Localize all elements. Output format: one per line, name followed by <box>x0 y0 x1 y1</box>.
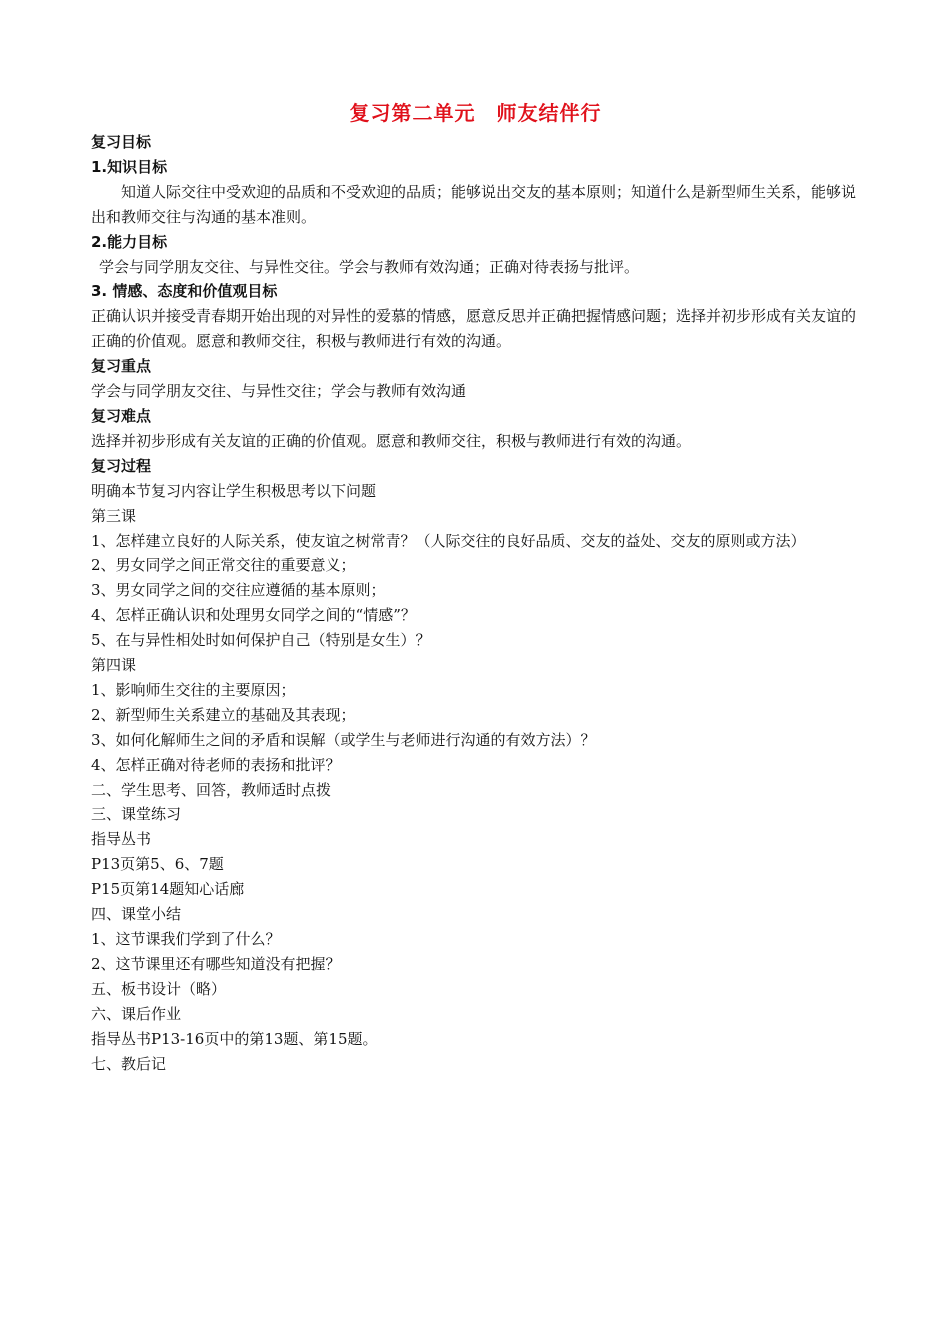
text-line: 知道人际交往中受欢迎的品质和不受欢迎的品质；能够说出交友的基本原则；知道什么是新型师生关系，能够说出和教师交往与沟通的基本准则。 <box>91 182 857 226</box>
section-heading: 复习重点 <box>91 357 152 376</box>
text-line: P15页第14题知心话廊 <box>91 880 245 899</box>
text-line: 第三课 <box>91 506 137 525</box>
text-line: 指导丛书 <box>91 830 152 849</box>
text-line: 选择并初步形成有关友谊的正确的价值观。愿意和教师交往，积极与教师进行有效的沟通。 <box>91 431 692 450</box>
section-heading: 复习难点 <box>91 406 152 425</box>
text-line: 三、课堂练习 <box>91 805 182 824</box>
text-line: 3、男女同学之间的交往应遵循的基本原则； <box>91 581 386 600</box>
text-line: 1、怎样建立良好的人际关系，使友谊之树常青？（人际交往的良好品质、交友的益处、交友的原则或方法） <box>91 531 806 550</box>
section-heading: 复习过程 <box>91 456 152 475</box>
text-line: 3、如何化解师生之间的矛盾和误解（或学生与老师进行沟通的有效方法）？ <box>91 730 596 749</box>
text-line: 第四课 <box>91 656 137 675</box>
text-line: 2、男女同学之间正常交往的重要意义； <box>91 556 356 575</box>
text-line: 明确本节复习内容让学生积极思考以下问题 <box>91 481 377 500</box>
text-line: 六、课后作业 <box>91 1004 182 1023</box>
text-line: 1、这节课我们学到了什么？ <box>91 930 281 948</box>
text-line: 2、这节课里还有哪些知道没有把握？ <box>91 954 341 973</box>
section-heading: 1.知识目标 <box>91 157 168 176</box>
text-line: 五、板书设计（略） <box>91 979 227 998</box>
text-line: 学会与同学朋友交往、与异性交往；学会与教师有效沟通 <box>91 382 467 401</box>
section-heading: 3. 情感、态度和价值观目标 <box>91 282 278 301</box>
text-line: 2、新型师生关系建立的基础及其表现； <box>91 705 356 724</box>
text-line: 指导丛书P13-16页中的第13题、第15题。 <box>91 1029 378 1048</box>
document-title: 复习第二单元 师友结伴行 <box>349 101 602 125</box>
text-line: 1、影响师生交往的主要原因； <box>91 680 296 699</box>
text-line: 4、怎样正确对待老师的表扬和批评？ <box>91 755 341 774</box>
document-body <box>91 130 860 1076</box>
text-line: 正确认识并接受青春期开始出现的对异性的爱慕的情感，愿意反思并正确把握情感问题；选择并初步形成有关友谊的正确的价值观。愿意和教师交往，积极与教师进行有效的沟通。 <box>91 307 857 351</box>
text-line: 二、学生思考、回答，教师适时点拨 <box>91 780 332 799</box>
section-heading: 复习目标 <box>91 133 152 151</box>
section-heading: 2.能力目标 <box>91 232 168 251</box>
text-line: P13页第5、6、7题 <box>91 855 224 874</box>
text-line: 四、课堂小结 <box>91 905 182 924</box>
text-line: 学会与同学朋友交往、与异性交往。学会与教师有效沟通；正确对待表扬与批评。 <box>99 257 640 276</box>
text-line: 七、教后记 <box>91 1054 167 1073</box>
text-line: 4、怎样正确认识和处理男女同学之间的“情感”？ <box>91 606 416 625</box>
text-line: 5、在与异性相处时如何保护自己（特别是女生）？ <box>91 631 431 650</box>
